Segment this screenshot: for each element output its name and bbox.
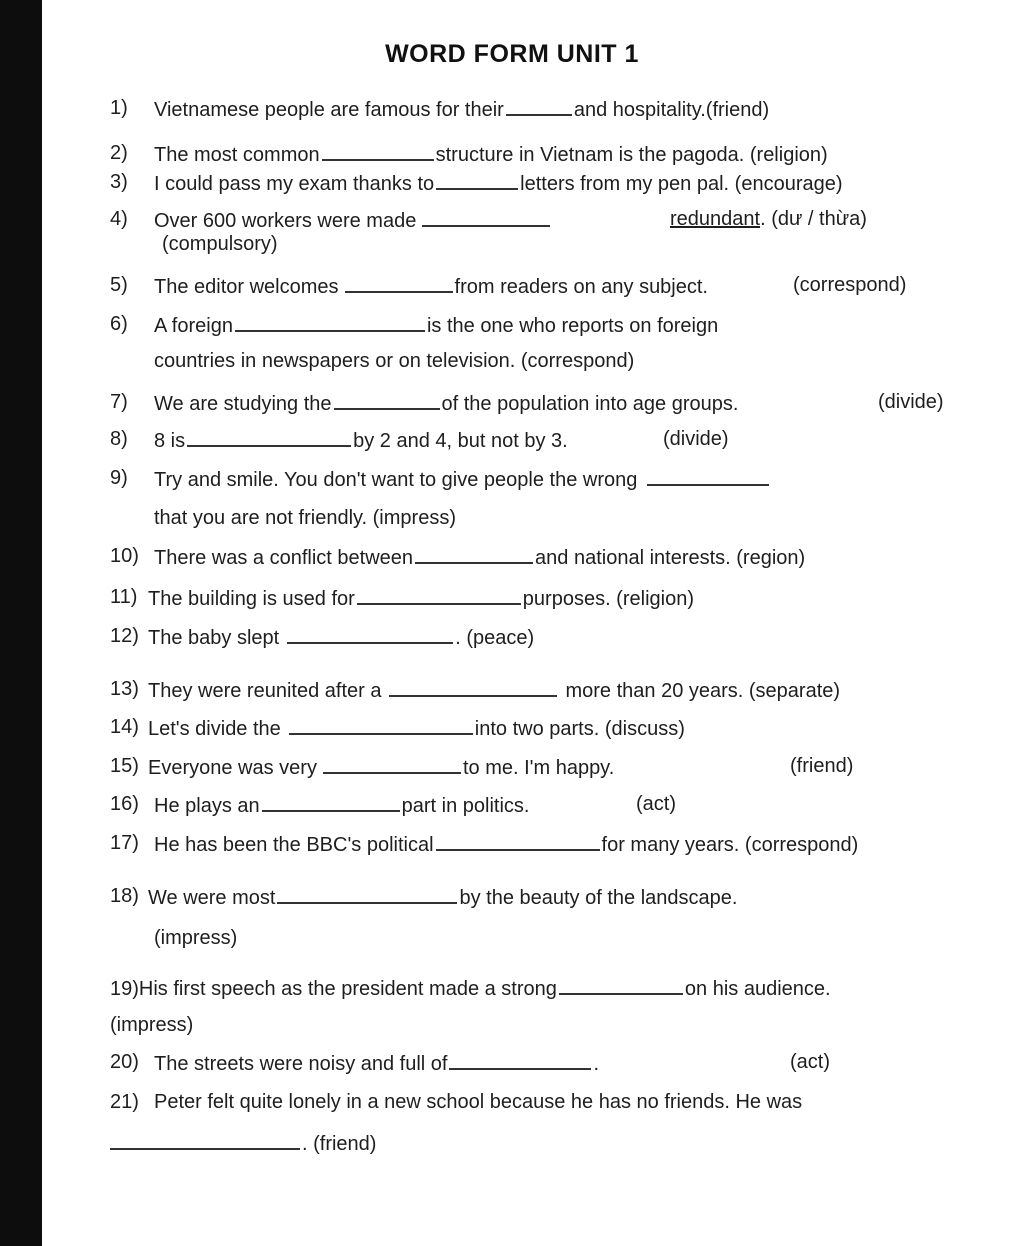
item-number: 4) xyxy=(110,208,128,230)
item-text: They were reunited after a xyxy=(148,680,382,702)
item-number: 12) xyxy=(110,625,139,647)
item-number: 15) xyxy=(110,755,139,777)
item-continuation: that you are not friendly. (impress) xyxy=(154,507,456,529)
item-hint: (impress) xyxy=(110,1014,194,1036)
item-hint: . (friend) xyxy=(302,1133,377,1155)
item-hint: (divide) xyxy=(663,428,729,450)
item-hint: (impress) xyxy=(154,927,238,949)
item-text-underlined: redundant xyxy=(670,208,761,230)
answer-blank[interactable] xyxy=(436,170,518,190)
answer-blank[interactable] xyxy=(323,754,461,774)
answer-blank[interactable] xyxy=(262,792,400,812)
item-text-end: and national interests. (region) xyxy=(535,547,806,569)
answer-blank[interactable] xyxy=(287,624,453,644)
item-text-end: part in politics. xyxy=(401,795,530,817)
item-number: 18) xyxy=(110,885,139,907)
item-number: 7) xyxy=(110,391,128,413)
answer-blank[interactable] xyxy=(436,831,600,851)
answer-blank[interactable] xyxy=(334,390,440,410)
item-hint: (correspond) xyxy=(793,274,907,296)
item-text: Try and smile. You don't want to give people the wrong xyxy=(154,469,638,491)
item-number: 20) xyxy=(110,1051,139,1073)
item-text-end: by the beauty of the landscape. xyxy=(459,887,738,909)
answer-blank[interactable] xyxy=(422,207,550,227)
item-text: He plays an xyxy=(154,795,260,817)
item-text-end: and hospitality.(friend) xyxy=(573,99,770,121)
item-text: The building is used for xyxy=(148,588,355,610)
answer-blank[interactable] xyxy=(506,96,572,116)
item-text: The editor welcomes xyxy=(154,276,339,298)
answer-blank[interactable] xyxy=(389,677,557,697)
item-text-end: is the one who reports on foreign xyxy=(426,315,719,337)
item-text-end: structure in Vietnam is the pagoda. (religion) xyxy=(435,144,828,166)
item-text-end: into two parts. (discuss) xyxy=(474,718,685,740)
item-number: 5) xyxy=(110,274,128,296)
answer-blank[interactable] xyxy=(357,585,521,605)
item-text-end: letters from my pen pal. (encourage) xyxy=(520,173,843,195)
item-text: Peter felt quite lonely in a new school because he has no friends. He was xyxy=(154,1091,803,1113)
item-text-end: on his audience. xyxy=(684,978,831,1000)
item-text-end: for many years. (correspond) xyxy=(601,834,859,856)
item-text: The streets were noisy and full of xyxy=(154,1053,448,1075)
item-text-end: of the population into age groups. xyxy=(441,393,739,415)
item-number: 8) xyxy=(110,428,128,450)
answer-blank[interactable] xyxy=(345,273,453,293)
item-number: 1) xyxy=(110,97,128,119)
answer-blank[interactable] xyxy=(277,884,457,904)
item-text-end: more than 20 years. (separate) xyxy=(565,680,841,702)
item-text: A foreign xyxy=(154,315,233,337)
item-text: I could pass my exam thanks to xyxy=(154,173,435,195)
item-text: We were most xyxy=(148,887,276,909)
item-number: 9) xyxy=(110,467,128,489)
answer-blank[interactable] xyxy=(322,141,434,161)
item-text: Everyone was very xyxy=(148,757,317,779)
answer-blank[interactable] xyxy=(187,427,351,447)
item-number: 6) xyxy=(110,313,128,335)
item-number: 14) xyxy=(110,716,139,738)
item-hint: (divide) xyxy=(878,391,944,413)
answer-blank[interactable] xyxy=(289,715,473,735)
item-hint: (friend) xyxy=(790,755,854,777)
item-number: 16) xyxy=(110,793,139,815)
answer-blank[interactable] xyxy=(235,312,425,332)
item-number: 19) xyxy=(110,978,139,1000)
item-number: 3) xyxy=(110,171,128,193)
item-text-end: . xyxy=(593,1053,600,1075)
item-number: 17) xyxy=(110,832,139,854)
item-text-end: . (peace) xyxy=(455,627,535,649)
answer-blank[interactable] xyxy=(647,466,769,486)
item-number: 2) xyxy=(110,142,128,164)
item-text: We are studying the xyxy=(154,393,332,415)
answer-blank[interactable] xyxy=(449,1050,591,1070)
item-text-end: by 2 and 4, but not by 3. xyxy=(353,430,568,452)
left-scan-edge xyxy=(0,0,42,1246)
item-text: The baby slept xyxy=(148,627,280,649)
item-hint: (act) xyxy=(790,1051,830,1073)
item-number: 21) xyxy=(110,1091,139,1113)
answer-blank[interactable] xyxy=(110,1130,300,1150)
item-text-end: purposes. (religion) xyxy=(522,588,694,610)
worksheet-title: WORD FORM UNIT 1 xyxy=(385,40,639,68)
item-text-end: from readers on any subject. xyxy=(454,276,708,298)
item-text: 8 is xyxy=(154,430,186,452)
answer-blank[interactable] xyxy=(415,544,533,564)
item-text: The most common xyxy=(154,144,320,166)
item-gloss: . (dư / thừa) xyxy=(760,208,867,230)
item-hint: (compulsory) xyxy=(162,233,278,255)
item-continuation: countries in newspapers or on television. (correspond) xyxy=(154,350,635,372)
item-text: Over 600 workers were made xyxy=(154,210,417,232)
item-text: There was a conflict between xyxy=(154,547,414,569)
item-number: 10) xyxy=(110,545,139,567)
item-number: 11) xyxy=(110,586,138,608)
item-text: Vietnamese people are famous for their xyxy=(154,99,504,121)
item-text-end: to me. I'm happy. xyxy=(462,757,615,779)
answer-blank[interactable] xyxy=(559,975,683,995)
item-text: His first speech as the president made a strong xyxy=(138,978,557,1000)
item-text: Let's divide the xyxy=(148,718,281,740)
item-hint: (act) xyxy=(636,793,676,815)
item-number: 13) xyxy=(110,678,139,700)
item-text: He has been the BBC's political xyxy=(154,834,434,856)
